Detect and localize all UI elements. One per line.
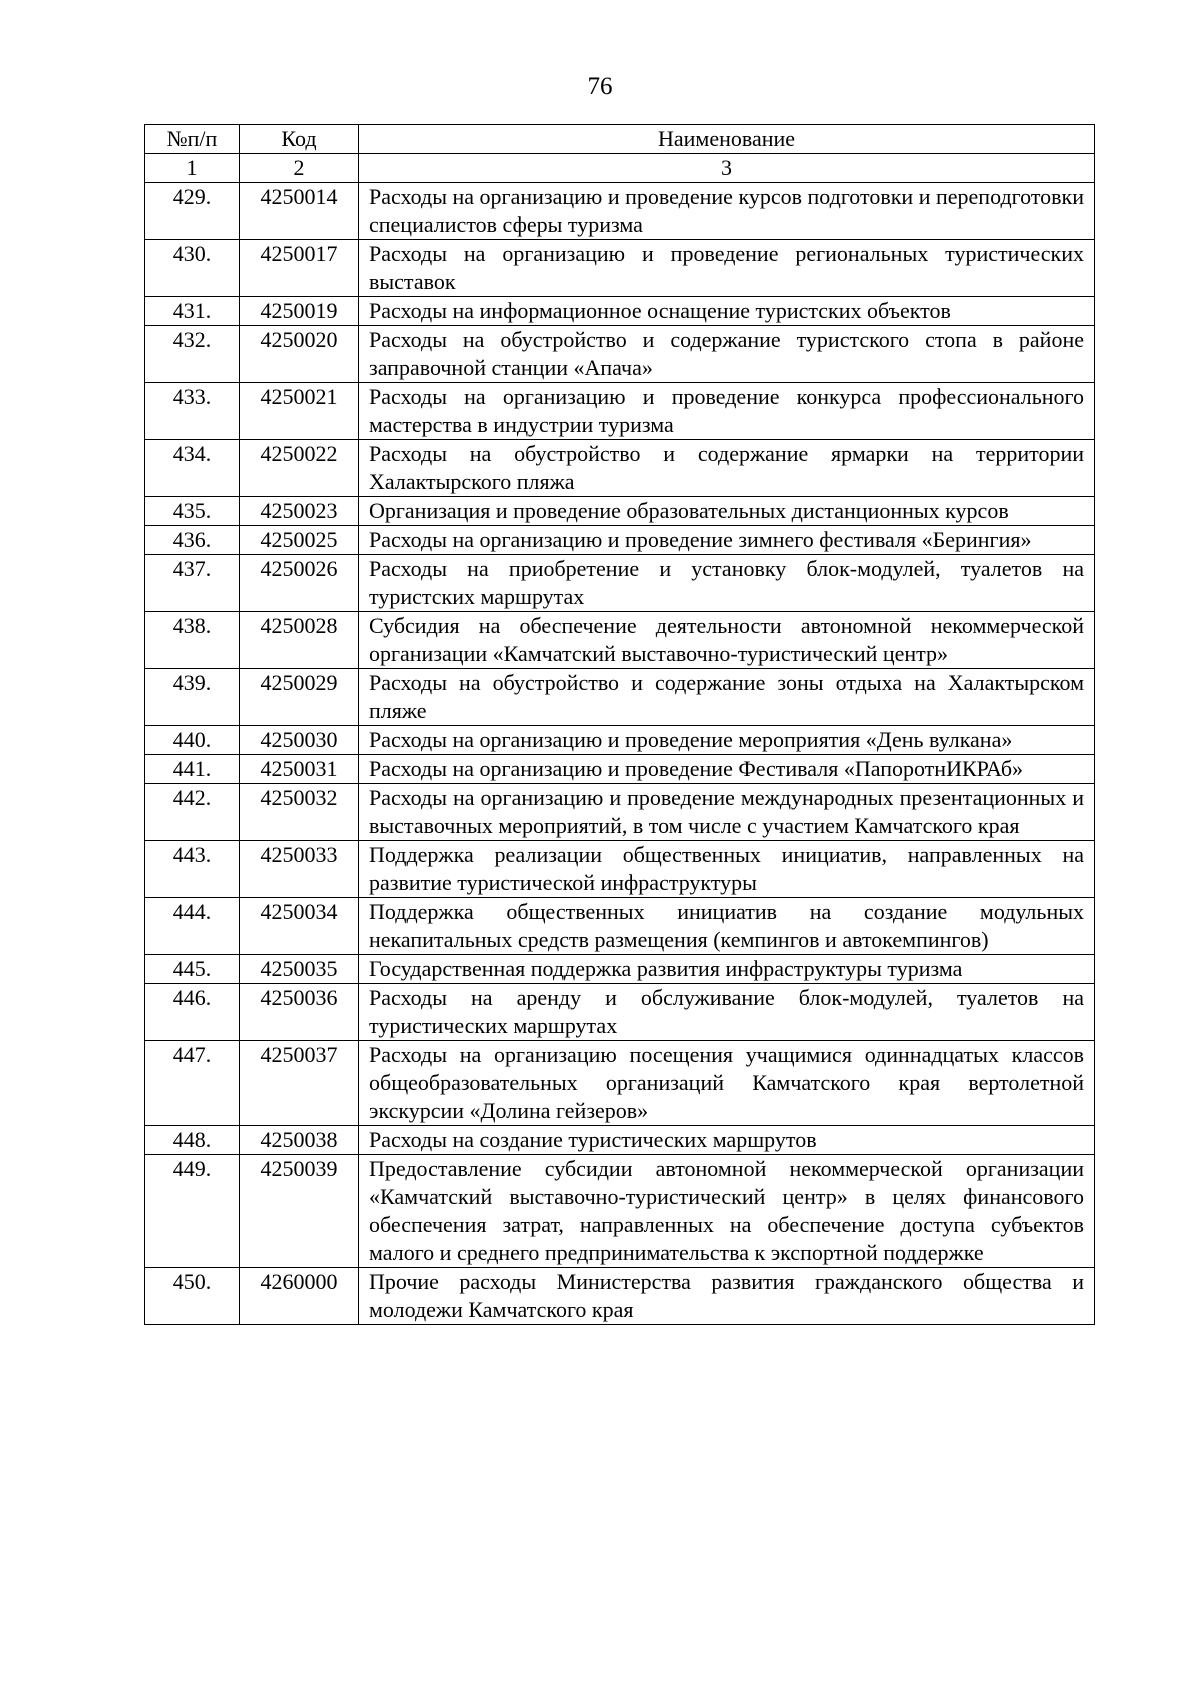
row-code: 4250030 bbox=[240, 726, 359, 755]
row-number: 441. bbox=[145, 755, 240, 784]
row-number: 434. bbox=[145, 440, 240, 497]
table-row bbox=[145, 784, 1095, 841]
row-code: 4250014 bbox=[240, 183, 359, 240]
table-row bbox=[145, 240, 1095, 297]
column-index-3: 3 bbox=[359, 154, 1095, 183]
row-code: 4250022 bbox=[240, 440, 359, 497]
row-name: Поддержка общественных инициатив на создание модульных некапитальных средств размещения (кемпингов и автокемпингов) bbox=[359, 898, 1095, 955]
row-number: 440. bbox=[145, 726, 240, 755]
row-number: 448. bbox=[145, 1126, 240, 1155]
row-number: 444. bbox=[145, 898, 240, 955]
row-code: 4250019 bbox=[240, 297, 359, 326]
row-number: 435. bbox=[145, 497, 240, 526]
table-row bbox=[145, 183, 1095, 240]
row-name: Расходы на обустройство и содержание зоны отдыха на Халактырском пляже bbox=[359, 669, 1095, 726]
column-index-1: 1 bbox=[145, 154, 240, 183]
table-row bbox=[145, 326, 1095, 383]
row-number: 439. bbox=[145, 669, 240, 726]
row-code: 4250017 bbox=[240, 240, 359, 297]
column-index-row bbox=[145, 154, 1095, 183]
row-number: 437. bbox=[145, 555, 240, 612]
row-number: 443. bbox=[145, 841, 240, 898]
table-row bbox=[145, 612, 1095, 669]
row-code: 4250021 bbox=[240, 383, 359, 440]
table-row bbox=[145, 497, 1095, 526]
row-name: Расходы на организацию посещения учащимися одиннадцатых классов общеобразовательных организаций Камчатского края вертолетной экскурсии «Долина гейзеров» bbox=[359, 1041, 1095, 1126]
row-number: 445. bbox=[145, 955, 240, 984]
table-row bbox=[145, 1041, 1095, 1126]
row-name: Расходы на организацию и проведение мероприятия «День вулкана» bbox=[359, 726, 1095, 755]
row-name: Расходы на организацию и проведение конкурса профессионального мастерства в индустрии туризма bbox=[359, 383, 1095, 440]
row-name: Расходы на обустройство и содержание ярмарки на территории Халактырского пляжа bbox=[359, 440, 1095, 497]
table-row bbox=[145, 383, 1095, 440]
row-name: Расходы на приобретение и установку блок-модулей, туалетов на туристских маршрутах bbox=[359, 555, 1095, 612]
row-code: 4250033 bbox=[240, 841, 359, 898]
row-number: 436. bbox=[145, 526, 240, 555]
row-name: Субсидия на обеспечение деятельности автономной некоммерческой организации «Камчатский выставочно-туристический центр» bbox=[359, 612, 1095, 669]
row-number: 433. bbox=[145, 383, 240, 440]
row-code: 4250036 bbox=[240, 984, 359, 1041]
row-name: Поддержка реализации общественных инициатив, направленных на развитие туристической инфраструктуры bbox=[359, 841, 1095, 898]
column-index-2: 2 bbox=[240, 154, 359, 183]
row-name: Расходы на организацию и проведение курсов подготовки и переподготовки специалистов сферы туризма bbox=[359, 183, 1095, 240]
row-name: Расходы на аренду и обслуживание блок-модулей, туалетов на туристических маршрутах bbox=[359, 984, 1095, 1041]
header-name: Наименование bbox=[359, 125, 1095, 154]
row-code: 4250034 bbox=[240, 898, 359, 955]
row-name: Расходы на обустройство и содержание туристского стопа в районе заправочной станции «Апача» bbox=[359, 326, 1095, 383]
row-number: 449. bbox=[145, 1155, 240, 1268]
row-number: 446. bbox=[145, 984, 240, 1041]
table-row bbox=[145, 984, 1095, 1041]
table-row bbox=[145, 526, 1095, 555]
row-name: Расходы на создание туристических маршрутов bbox=[359, 1126, 1095, 1155]
row-name: Расходы на организацию и проведение международных презентационных и выставочных мероприятий, в том числе с участием Камчатского края bbox=[359, 784, 1095, 841]
row-code: 4250035 bbox=[240, 955, 359, 984]
row-number: 431. bbox=[145, 297, 240, 326]
row-code: 4250020 bbox=[240, 326, 359, 383]
row-name: Организация и проведение образовательных дистанционных курсов bbox=[359, 497, 1095, 526]
table-row bbox=[145, 1155, 1095, 1268]
table-row bbox=[145, 1268, 1095, 1325]
row-code: 4250031 bbox=[240, 755, 359, 784]
budget-codes-table bbox=[144, 124, 1095, 1325]
row-name: Расходы на информационное оснащение туристских объектов bbox=[359, 297, 1095, 326]
header-row bbox=[145, 125, 1095, 154]
row-code: 4250032 bbox=[240, 784, 359, 841]
row-number: 438. bbox=[145, 612, 240, 669]
row-name: Прочие расходы Министерства развития гражданского общества и молодежи Камчатского края bbox=[359, 1268, 1095, 1325]
row-name: Расходы на организацию и проведение Фестиваля «ПапоротнИКРАб» bbox=[359, 755, 1095, 784]
row-number: 450. bbox=[145, 1268, 240, 1325]
row-number: 442. bbox=[145, 784, 240, 841]
table-row bbox=[145, 555, 1095, 612]
row-number: 430. bbox=[145, 240, 240, 297]
table-row bbox=[145, 669, 1095, 726]
row-name: Государственная поддержка развития инфраструктуры туризма bbox=[359, 955, 1095, 984]
row-code: 4250026 bbox=[240, 555, 359, 612]
table-row bbox=[145, 955, 1095, 984]
row-code: 4250023 bbox=[240, 497, 359, 526]
row-code: 4260000 bbox=[240, 1268, 359, 1325]
table-row bbox=[145, 898, 1095, 955]
row-number: 447. bbox=[145, 1041, 240, 1126]
table-row bbox=[145, 726, 1095, 755]
row-code: 4250038 bbox=[240, 1126, 359, 1155]
row-code: 4250039 bbox=[240, 1155, 359, 1268]
row-number: 432. bbox=[145, 326, 240, 383]
row-name: Расходы на организацию и проведение зимнего фестиваля «Берингия» bbox=[359, 526, 1095, 555]
table-row bbox=[145, 1126, 1095, 1155]
table-row bbox=[145, 297, 1095, 326]
row-name: Расходы на организацию и проведение региональных туристических выставок bbox=[359, 240, 1095, 297]
row-code: 4250028 bbox=[240, 612, 359, 669]
row-code: 4250025 bbox=[240, 526, 359, 555]
table-row bbox=[145, 755, 1095, 784]
row-code: 4250029 bbox=[240, 669, 359, 726]
table-row bbox=[145, 440, 1095, 497]
header-number: №п/п bbox=[145, 125, 240, 154]
table-row bbox=[145, 841, 1095, 898]
header-code: Код bbox=[240, 125, 359, 154]
row-name: Предоставление субсидии автономной некоммерческой организации «Камчатский выставочно-туристический центр» в целях финансового обеспечения затрат, направленных на обеспечение доступа субъектов малого и среднего предпринимательства к экспортной поддержке bbox=[359, 1155, 1095, 1268]
row-number: 429. bbox=[145, 183, 240, 240]
row-code: 4250037 bbox=[240, 1041, 359, 1126]
page-number: 76 bbox=[587, 73, 613, 100]
